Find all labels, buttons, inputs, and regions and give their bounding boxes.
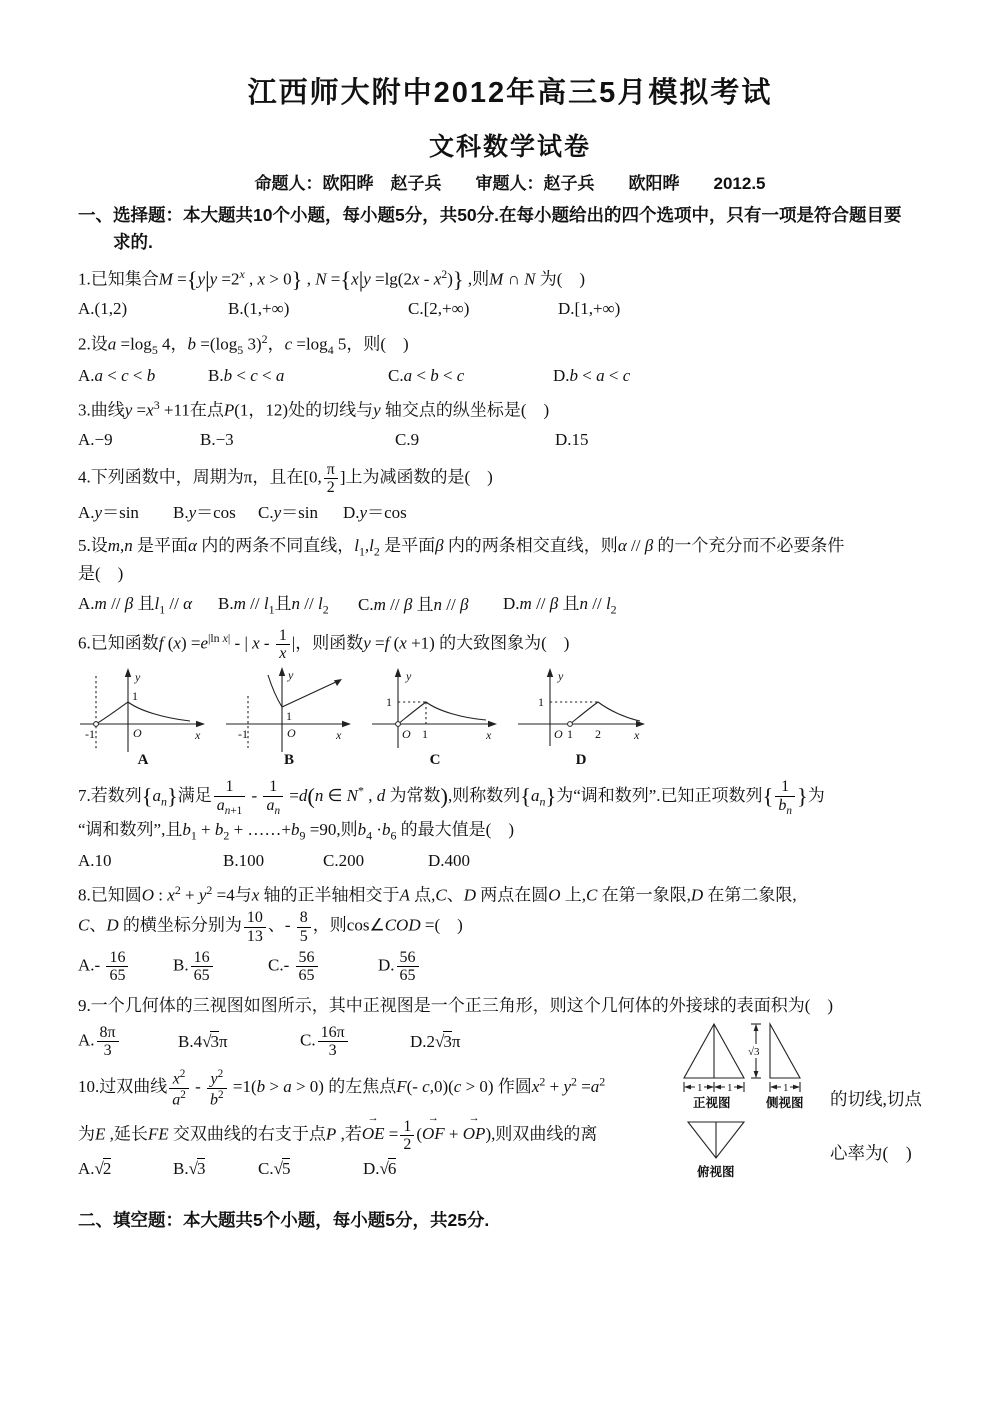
x-axis-label: x bbox=[336, 728, 342, 743]
question-3-stem: 3.曲线$y =x^3 +11$在点P(1，12)处的切线与y 轴交点的纵坐标是( ) bbox=[78, 398, 550, 420]
origin-label: O bbox=[287, 726, 296, 741]
question-10-stem-line2: 为E ,延长FE 交双曲线的右支于点P ,若 → OE = $\frac{1}{2}$ ( → OF + → OP),则双曲线的离 bbox=[78, 1112, 598, 1153]
option: D.b < a < c bbox=[553, 365, 631, 385]
option: D.m // β 且n // $l_2$ bbox=[503, 593, 617, 617]
dimension-label: 1 bbox=[697, 1081, 703, 1094]
function-graph-c bbox=[370, 666, 500, 754]
option: D.√6 bbox=[363, 1159, 397, 1179]
question-9-stem: 9.一个几何体的三视图如图所示，其中正视图是一个正三角形，则这个几何体的外接球的表面积为( ) bbox=[78, 996, 834, 1016]
option: B.√3 bbox=[173, 1159, 206, 1179]
option: C.- $\frac{56}{65}$ bbox=[268, 949, 378, 985]
dimension-label: √3 bbox=[748, 1045, 760, 1058]
question-4-options bbox=[78, 501, 942, 525]
option: A.√2 bbox=[78, 1159, 112, 1179]
page-title: 江西师大附中2012年高三5月模拟考试 bbox=[247, 77, 773, 109]
x-tick-label: 2 bbox=[595, 727, 601, 742]
page-subtitle: 文科数学试卷 bbox=[428, 133, 591, 161]
axis-tick-label: -1 bbox=[238, 727, 248, 742]
dimension-label: 1 bbox=[727, 1081, 733, 1094]
option: C.[2,+∞) bbox=[408, 299, 470, 319]
origin-label: O bbox=[402, 727, 411, 742]
y-axis-label: y bbox=[558, 669, 564, 684]
option: A.10 bbox=[78, 850, 112, 870]
top-view-label: 俯视图 bbox=[697, 1164, 735, 1179]
origin-label: O bbox=[554, 727, 563, 742]
question-10-stem-line1: 10.过双曲线 $\frac{x^2}{a^2}$ - $\frac{y^2}{b^2}$ =1(b > a > 0) 的左焦点F(- c,0)(c > 0) 作圆$x^2 + y^2 =a^2$ bbox=[78, 1068, 606, 1109]
question-1-options bbox=[78, 297, 942, 321]
option: D.2√3π bbox=[410, 1031, 461, 1051]
graph-letter: C bbox=[429, 752, 441, 769]
y-tick-label: 1 bbox=[538, 695, 544, 710]
section-fill-heading: 二、填空题：本大题共5个小题，每小题5分，共25分. bbox=[78, 1209, 490, 1230]
question-7-stem: 7.若数列$\{a_n\}$满足 $\frac{1}{a_{n+1}}$ - $\frac{1}{a_n}$ =d(n ∈ N* , d 为常数),则称数列$\{a_n\}$为“调和数列”.已知正项数列{ $\frac{1}{b_n}$ }为 “调和数列”,且$b_1 + b_2$ + $\dots\dots+b_9 =90$,则$b_4 \cdot b_6$ 的最大值是( ) bbox=[78, 778, 825, 843]
option: D.400 bbox=[428, 850, 471, 870]
function-graph-d bbox=[516, 666, 646, 754]
byline: 命题人：欧阳晔 赵子兵 审题人：赵子兵 欧阳晔 2012.5 bbox=[254, 174, 766, 193]
question-5-options bbox=[78, 592, 942, 618]
option: A. $\frac{8\pi}{3}$ bbox=[78, 1024, 178, 1060]
question-3-options bbox=[78, 428, 942, 452]
graph-option-b bbox=[224, 666, 354, 769]
question-9-10-block bbox=[78, 1024, 942, 1181]
graph-letter: D bbox=[575, 752, 587, 769]
x-axis-label: x bbox=[195, 728, 201, 743]
option: B.4√3π bbox=[178, 1031, 228, 1051]
y-axis-label: y bbox=[288, 668, 294, 683]
origin-label: O bbox=[133, 726, 142, 741]
x-axis-label: x bbox=[634, 728, 640, 743]
front-view-label: 正视图 bbox=[693, 1095, 731, 1110]
question-2-options bbox=[78, 364, 942, 388]
option: B.100 bbox=[223, 850, 265, 870]
question-8-options bbox=[78, 949, 942, 985]
option: B. $\frac{16}{65}$ bbox=[173, 949, 268, 985]
graph-option-c bbox=[370, 666, 500, 769]
question-7-options bbox=[78, 849, 942, 873]
dimension-label: 1 bbox=[783, 1081, 789, 1094]
y-axis-label: y bbox=[406, 669, 412, 684]
question-4-stem: 4.下列函数中，周期为π，且在[0, $\frac{\pi}{2}$ ]上为减函数的是( ) bbox=[78, 461, 493, 497]
option: C. $\frac{16\pi}{3}$ bbox=[300, 1024, 410, 1060]
axis-tick-label: -1 bbox=[85, 727, 95, 742]
side-view-label: 侧视图 bbox=[766, 1095, 804, 1110]
question-6-graphs bbox=[78, 666, 678, 769]
x-axis-label: x bbox=[486, 728, 492, 743]
graph-option-d bbox=[516, 666, 646, 769]
question-8-stem: 8.已知圆O : $x^2 + y^2 =4$与x 轴的正半轴相交于A 点,C、D 两点在圆O 上,C 在第一象限,D 在第二象限, C、D 的横坐标分别为 $\frac{10}{13}$ 、- $\frac{8}{5}$ ，则cos∠COD =( ) bbox=[78, 883, 797, 945]
option: D. $\frac{56}{65}$ bbox=[378, 949, 421, 985]
option: D.15 bbox=[555, 430, 589, 450]
graph-letter: A bbox=[137, 752, 149, 769]
curve bbox=[570, 702, 640, 724]
question-6-stem: 6.已知函数f $(x) =e^{|ln x|}$ - | x - $\frac{1}{x}$ |，则函数y =f (x +1) 的大致图象为( ) bbox=[78, 626, 570, 662]
curve bbox=[96, 702, 190, 724]
option: A.a < c < b bbox=[78, 365, 156, 385]
y-axis-label: y bbox=[135, 670, 141, 685]
curve bbox=[268, 675, 338, 707]
option: C.√5 bbox=[258, 1159, 291, 1179]
option: B.(1,+∞) bbox=[228, 299, 290, 319]
x-tick-label: 1 bbox=[422, 727, 428, 742]
y-tick-label: 1 bbox=[286, 709, 292, 724]
y-tick-label: 1 bbox=[386, 695, 392, 710]
graph-letter: B bbox=[283, 752, 294, 769]
option: C.a < b < c bbox=[388, 365, 465, 385]
function-graph-b bbox=[224, 666, 354, 754]
option: $B.m // l_1$且n // $l_2$ bbox=[218, 593, 329, 617]
x-tick-label: 1 bbox=[567, 727, 573, 742]
three-view-diagram bbox=[676, 1018, 828, 1190]
section-choice-heading: 一、选择题：本大题共10个小题，每小题5分，共50分.在每小题给出的四个选项中，只有一项是符合题目要 求的. bbox=[78, 205, 902, 253]
question-2-stem: 2.设$a =\log_5$ 4，$b =(\log_5$ 3)$^2$，$c =\log_4$ 5，则( ) bbox=[78, 332, 409, 358]
y-tick-label: 1 bbox=[132, 689, 138, 704]
option: C.200 bbox=[323, 850, 365, 870]
function-graph-a bbox=[78, 666, 208, 754]
graph-option-a bbox=[78, 666, 208, 769]
option: D.[1,+∞) bbox=[558, 299, 621, 319]
question-5-stem: 5.设m,n 是平面α 内的两条不同直线，$l_1,l_2$ 是平面β 内的两条相交直线，则α // β 的一个充分而不必要条件 是( ) bbox=[78, 536, 845, 584]
question-10-wrap-text-2: 心率为( ) bbox=[830, 1142, 912, 1163]
option: C.y＝sin bbox=[258, 502, 318, 522]
curve bbox=[398, 702, 486, 724]
option: A.- $\frac{16}{65}$ bbox=[78, 949, 173, 985]
option: D.y＝cos bbox=[343, 502, 407, 522]
option: B.−3 bbox=[200, 430, 234, 450]
option: B.y＝cos bbox=[173, 502, 236, 522]
question-1-stem: 1.已知集合$M =\{y|y =2^x$ , x > 0} , $N =\{x|y =\lg(2x - x^2)\}$ ,则M ∩ N 为( ) bbox=[78, 267, 586, 293]
option: B.b < c < a bbox=[208, 365, 285, 385]
option: A.y＝sin bbox=[78, 502, 139, 522]
option: C.9 bbox=[395, 430, 420, 450]
question-10-wrap-text-1: 的切线,切点 bbox=[830, 1088, 922, 1109]
option: A.m // β 且$l_1$ // α bbox=[78, 593, 193, 617]
side-view-triangle bbox=[770, 1024, 800, 1078]
option: A.−9 bbox=[78, 430, 113, 450]
option: C.m // β 且n // β bbox=[358, 594, 469, 614]
option: A.(1,2) bbox=[78, 299, 128, 319]
